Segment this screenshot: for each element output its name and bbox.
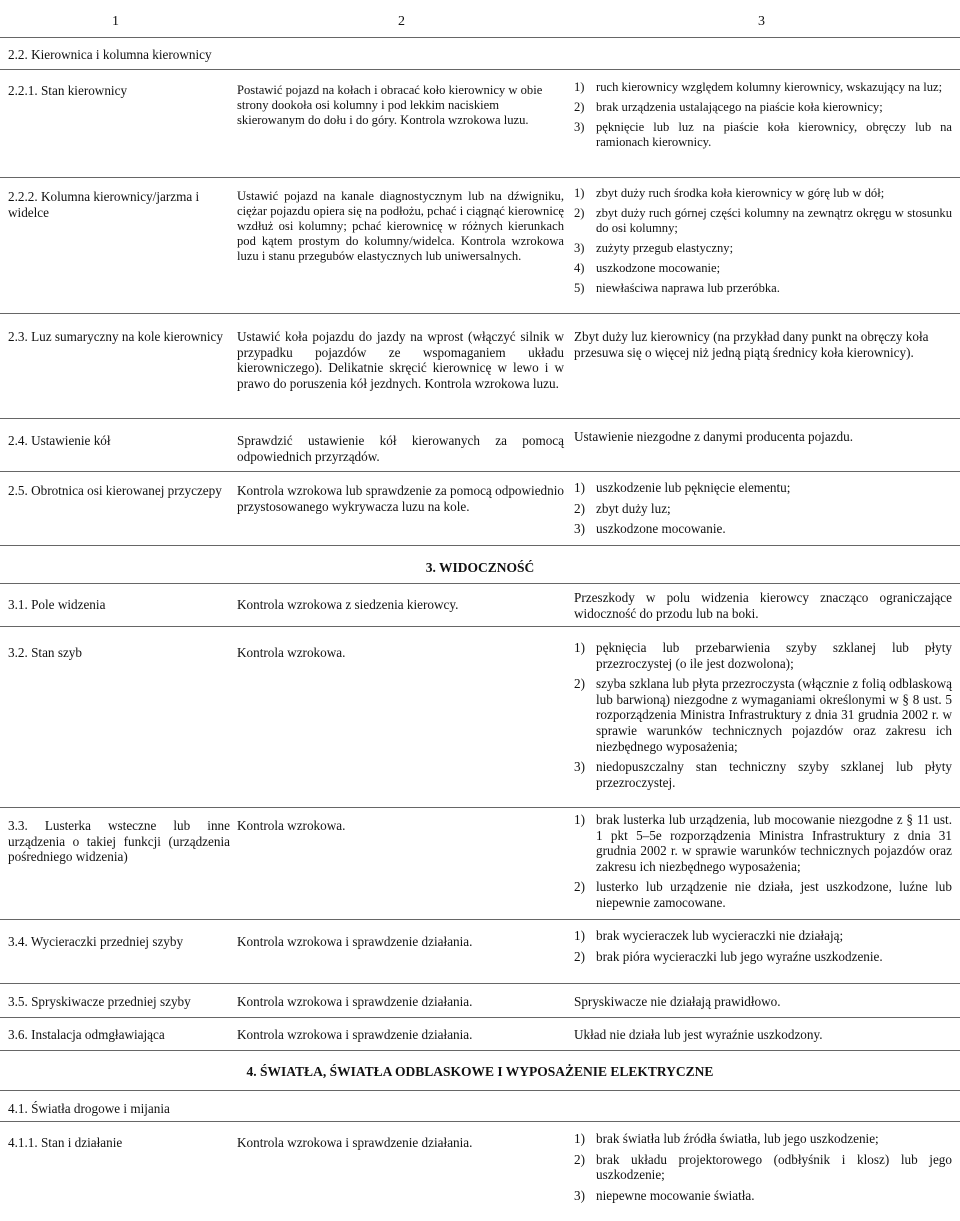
defect-3-6: Układ nie działa lub jest wyraźnie uszkodzony. xyxy=(574,1027,823,1042)
table-rule xyxy=(0,313,960,314)
item-3-2: 3.2. Stan szyb xyxy=(8,645,82,660)
item-3-3: 3.3. Lusterka wsteczne lub inne urządzenia o takiej funkcji (urządzenia pośredniego widzenia) xyxy=(8,818,230,865)
table-rule xyxy=(0,807,960,808)
table-rule xyxy=(0,1017,960,1018)
list-item: 1) ruch kierownicy względem kolumny kierownicy, wskazujący na luz; xyxy=(574,80,943,94)
list-item: 2) lusterko lub urządzenie nie działa, jest uszkodzone, luźne lub niepewnie zamocowane. xyxy=(574,879,952,910)
list-item: 3) niepewne mocowanie światła. xyxy=(574,1187,755,1203)
item-4-1-1: 4.1.1. Stan i działanie xyxy=(8,1135,123,1150)
list-item: 3) uszkodzone mocowanie. xyxy=(574,521,726,537)
column-number-3: 3 xyxy=(758,14,765,29)
column-number-2: 2 xyxy=(398,14,405,29)
defect-3-5: Spryskiwacze nie działają prawidłowo. xyxy=(574,994,781,1009)
subsection-4-1: 4.1. Światła drogowe i mijania xyxy=(8,1101,170,1116)
list-item: 4) uszkodzone mocowanie; xyxy=(574,261,721,275)
table-rule xyxy=(0,37,960,38)
item-3-6: 3.6. Instalacja odmgławiająca xyxy=(8,1027,165,1042)
defects-3-3 xyxy=(574,812,952,916)
defects-3-4 xyxy=(574,928,952,969)
item-2-4: 2.4. Ustawienie kół xyxy=(8,433,111,448)
list-item: 2) brak urządzenia ustalającego na piaście koła kierownicy; xyxy=(574,100,883,114)
table-rule xyxy=(0,1121,960,1122)
list-item: 2) brak pióra wycieraczki lub jego wyraźne uszkodzenie. xyxy=(574,948,883,964)
defects-3-2 xyxy=(574,640,952,795)
item-2-2-2: 2.2.2. Kolumna kierownicy/jarzma i widelce xyxy=(8,189,200,220)
table-rule xyxy=(0,919,960,920)
method-3-5: Kontrola wzrokowa i sprawdzenie działania. xyxy=(237,994,473,1009)
defects-4-1-1 xyxy=(574,1131,952,1208)
list-item: 2) zbyt duży luz; xyxy=(574,500,671,516)
table-rule xyxy=(0,545,960,546)
table-rule xyxy=(0,583,960,584)
table-rule xyxy=(0,1090,960,1091)
defect-2-4: Ustawienie niezgodne z danymi producenta pojazdu. xyxy=(574,429,854,444)
method-2-2-1: Postawić pojazd na kołach i obracać koło kierownicy w obie strony dookoła osi kolumny i pod lekkim naciskiem skierowanym do dołu i do góry. Kontrola wzrokowa luzu. xyxy=(237,83,543,127)
method-3-3: Kontrola wzrokowa. xyxy=(237,818,346,833)
list-item: 2) brak układu projektorowego (odbłyśnik i klosz) lub jego uszkodzenie; xyxy=(574,1151,952,1183)
list-item: 3) pęknięcie lub luz na piaście koła kierownicy, obręczy lub na ramionach kierownicy. xyxy=(574,120,952,149)
item-2-3: 2.3. Luz sumaryczny na kole kierownicy xyxy=(8,329,223,344)
list-item: 3) zużyty przegub elastyczny; xyxy=(574,241,734,255)
item-3-1: 3.1. Pole widzenia xyxy=(8,597,106,612)
defects-2-2-2 xyxy=(574,186,952,301)
table-rule xyxy=(0,1050,960,1051)
method-4-1-1: Kontrola wzrokowa i sprawdzenie działania. xyxy=(237,1135,473,1150)
defect-2-3: Zbyt duży luz kierownicy (na przykład dany punkt na obręczy koła przesuwa się o więcej niż jedną piątą średnicy koła kierownicy). xyxy=(574,329,929,360)
list-item: 2) szyba szklana lub płyta przezroczysta (włącznie z folią odblaskową lub barwioną) niezgodne z wymaganiami określonymi w § 8 ust. 5 rozporządzenia Ministra Infrastruktury z dnia 31 grudnia 2002 r. w sprawie warunków technicznych pojazdów oraz zakresu ich niezbędnego wyposażenia; xyxy=(574,676,952,754)
list-item: 5) niewłaściwa naprawa lub przeróbka. xyxy=(574,281,780,295)
list-item: 1) brak światła lub źródła światła, lub jego uszkodzenie; xyxy=(574,1131,879,1146)
method-2-5: Kontrola wzrokowa lub sprawdzenie za pomocą odpowiednio przystosowanego wykrywacza luzu na kole. xyxy=(237,483,564,514)
method-3-2: Kontrola wzrokowa. xyxy=(237,645,346,660)
table-rule xyxy=(0,983,960,984)
table-rule xyxy=(0,69,960,70)
section-title-2-2: 2.2. Kierownica i kolumna kierownicy xyxy=(8,47,212,62)
method-2-4: Sprawdzić ustawienie kół kierowanych za pomocą odpowiednich przyrządów. xyxy=(237,433,564,464)
column-number-1: 1 xyxy=(112,14,119,29)
list-item: 1) pęknięcia lub przebarwienia szyby szklanej lub płyty przezroczystej (o ile jest dozwolona); xyxy=(574,640,952,671)
list-item: 1) zbyt duży ruch środka koła kierownicy w górę lub w dół; xyxy=(574,186,885,200)
defects-2-5 xyxy=(574,480,952,542)
method-2-2-2: Ustawić pojazd na kanale diagnostycznym lub na dźwigniku, ciężar pojazdu opiera się na podłożu, pchać i ciągnąć kierownicę wzdłuż osi kolumny; pchać kierownicę w różnych kierunkach pod kątem prostym do kolumny/widelca. Kontrola wzrokowa luzu i stanu przegubów elastycznych lub uniwersalnych. xyxy=(237,189,564,263)
section-title-4: 4. ŚWIATŁA, ŚWIATŁA ODBLASKOWE I WYPOSAŻENIE ELEKTRYCZNE xyxy=(246,1064,714,1079)
item-2-5: 2.5. Obrotnica osi kierowanej przyczepy xyxy=(8,483,222,498)
table-rule xyxy=(0,626,960,627)
list-item: 3) niedopuszczalny stan techniczny szyby szklanej lub płyty przezroczystej. xyxy=(574,759,952,790)
list-item: 1) uszkodzenie lub pęknięcie elementu; xyxy=(574,480,791,495)
method-2-3: Ustawić koła pojazdu do jazdy na wprost (włączyć silnik w przypadku pojazdów ze wspomaganiem układu kierowniczego). Delikatnie skręcić kierownicę w lewo i w prawo do poruszenia kół jezdnych. Kontrola wzrokowa luzu. xyxy=(237,329,564,391)
item-2-2-1: 2.2.1. Stan kierownicy xyxy=(8,83,128,98)
list-item: 2) zbyt duży ruch górnej części kolumny na zewnątrz okręgu w stosunku do osi kolumny; xyxy=(574,206,952,235)
method-3-4: Kontrola wzrokowa i sprawdzenie działania. xyxy=(237,934,473,949)
list-item: 1) brak lusterka lub urządzenia, lub mocowanie niezgodne z § 11 ust. 1 pkt 5–5e rozporządzenia Ministra Infrastruktury z dnia 31 grudnia 2002 r. w sprawie warunków technicznych pojazdów oraz zakresu ich niezbędnego wyposażenia; xyxy=(574,812,952,874)
table-rule xyxy=(0,177,960,178)
method-3-6: Kontrola wzrokowa i sprawdzenie działania. xyxy=(237,1027,473,1042)
item-3-5: 3.5. Spryskiwacze przedniej szyby xyxy=(8,994,191,1009)
table-rule xyxy=(0,418,960,419)
defects-2-2-1 xyxy=(574,80,952,155)
section-title-3: 3. WIDOCZNOŚĆ xyxy=(425,560,535,575)
item-3-4: 3.4. Wycieraczki przedniej szyby xyxy=(8,934,184,949)
list-item: 1) brak wycieraczek lub wycieraczki nie działają; xyxy=(574,928,844,943)
table-rule xyxy=(0,471,960,472)
method-3-1: Kontrola wzrokowa z siedzenia kierowcy. xyxy=(237,597,459,612)
defect-3-1: Przeszkody w polu widzenia kierowcy znacząco ograniczające widoczność do przodu lub na boki. xyxy=(574,590,952,621)
